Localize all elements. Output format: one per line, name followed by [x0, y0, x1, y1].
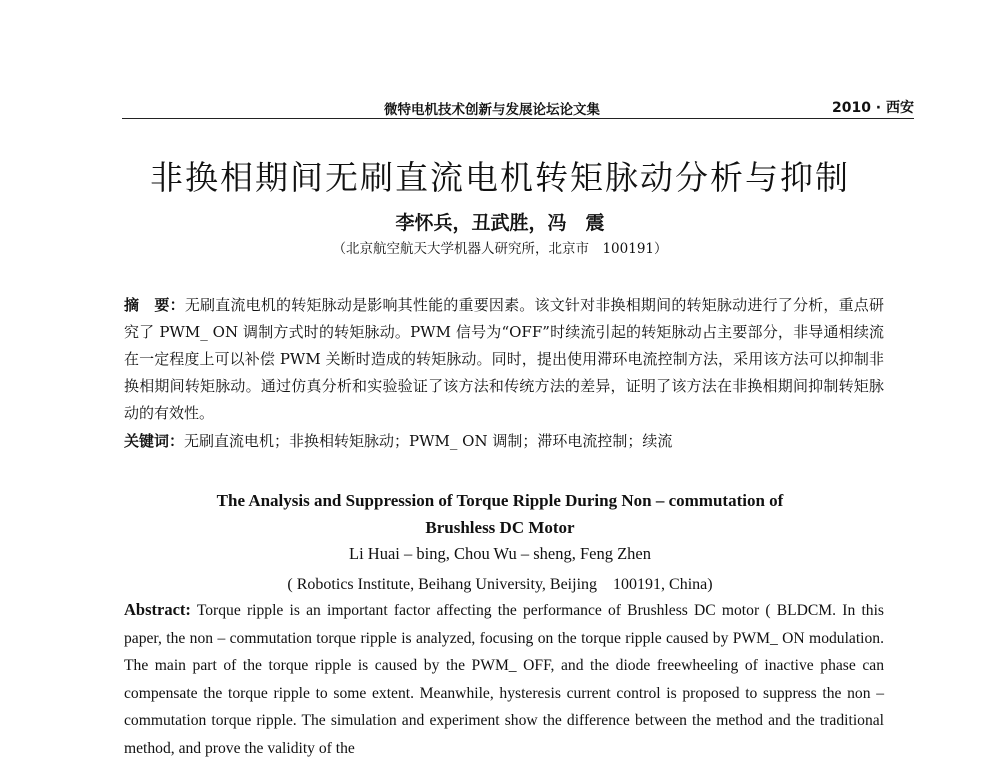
abstract-en [124, 596, 884, 762]
paper-title-en-line2: Brushless DC Motor [425, 518, 575, 537]
authors-cn: 李怀兵，丑武胜，冯 震 [395, 212, 605, 234]
abstract-en-label: Abstract: [124, 600, 191, 619]
year-place: 2010 · 西安 [831, 100, 914, 116]
abstract-en-text: Torque ripple is an important factor affecting the performance of Brushless DC motor ( BLDCM. In this paper, the non – commutation torque ripple is analyzed, focusing on the torque ripple caused by PWM_ ON modulation. The main part of the torque ripple is caused by the PWM_ OFF, and the diode freewheeling of inactive phase can compensate the torque ripple to some extent. Meanwhile, hysteresis current control is proposed to suppress the non – commutation torque ripple. The simulation and experiment show the difference between the method and the traditional method, and prove the validity of the [124, 602, 884, 757]
affiliation-en: ( Robotics Institute, Beihang University, Beijing 100191, China) [287, 576, 713, 593]
keywords-cn-text: 无刷直流电机；非换相转矩脉动；PWM_ ON 调制；滞环电流控制；续流 [184, 432, 673, 450]
keywords-cn-label: 关键词： [124, 432, 185, 450]
paper-title-cn: 非换相期间无刷直流电机转矩脉动分析与抑制 [150, 158, 850, 197]
abstract-cn-label: 摘 要： [124, 296, 185, 314]
abstract-cn-text: 无刷直流电机的转矩脉动是影响其性能的重要因素。该文针对非换相期间的转矩脉动进行了分析，重点研究了 PWM_ ON 调制方式时的转矩脉动。PWM 信号为“OFF”时续流引起的转矩脉动占主要部分，非导通相续流在一定程度上可以补偿 PWM 关断时造成的转矩脉动。同时，提出使用滞环电流控制方法，采用该方法可以抑制非换相期间转矩脉动。通过仿真分析和实验验证了该方法和传统方法的差异，证明了该方法在非换相期间抑制转矩脉动的有效性。 [124, 296, 884, 422]
paper-title-en [0, 487, 1000, 541]
affiliation-cn: （北京航空航天大学机器人研究所，北京市 100191） [332, 241, 668, 257]
keywords-cn [124, 428, 884, 455]
running-header [122, 96, 914, 119]
paper-title-en-line1: The Analysis and Suppression of Torque Ripple During Non – commutation of [216, 491, 784, 510]
abstract-cn [124, 292, 884, 427]
authors-en: Li Huai – bing, Chou Wu – sheng, Feng Zhen [349, 544, 651, 563]
journal-title: 微特电机技术创新与发展论坛论文集 [384, 102, 600, 118]
